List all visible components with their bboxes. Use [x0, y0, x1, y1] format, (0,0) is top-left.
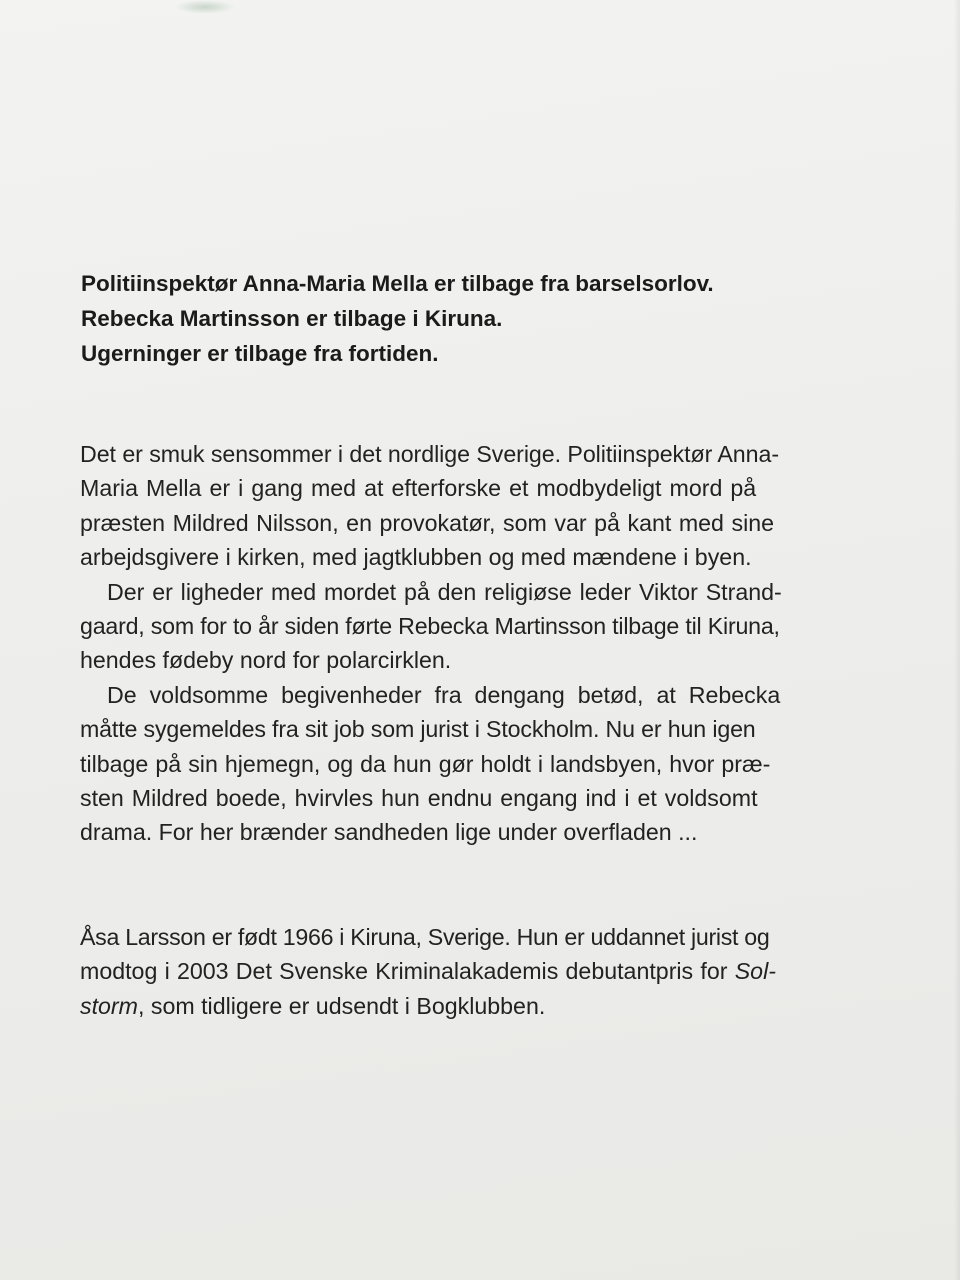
page-edge-shadow	[954, 0, 960, 1280]
text-line	[80, 954, 910, 988]
text-line: hendes fødeby nord for polarcirklen.	[80, 647, 452, 674]
text-line: Der er ligheder med mordet på den religiøse leder Viktor Strand-	[107, 578, 782, 605]
bio-text: modtog i 2003 Det Svenske Kriminalakademis debutantpris for	[80, 958, 735, 985]
cover-smudge	[175, 0, 235, 14]
text-line: Maria Mella er i gang med at efterforske et modbydeligt mord på	[80, 475, 757, 502]
paragraph-1	[80, 437, 910, 575]
text-line: måtte sygemeldes fra sit job som jurist i Stockholm. Nu er hun igen	[80, 716, 756, 743]
text-line: præsten Mildred Nilsson, en provokatør, som var på kant med sine	[80, 509, 775, 536]
text-line: arbejdsgivere i kirken, med jagtklubben og med mændene i byen.	[80, 544, 752, 571]
text-line: tilbage på sin hjemegn, og da hun gør holdt i landsbyen, hvor præ-	[80, 750, 771, 777]
blurb-headline	[81, 266, 921, 371]
bio-text: , som tidligere er udsendt i Bogklubben.	[137, 992, 546, 1019]
author-bio	[80, 920, 910, 1023]
book-title-part: Sol-	[734, 958, 776, 985]
book-title-part: storm	[80, 992, 138, 1019]
text-line	[80, 989, 910, 1023]
text-line: De voldsomme begivenheder fra dengang betød, at Rebecka	[107, 681, 781, 708]
paragraph-3	[80, 678, 910, 850]
paragraph-2	[80, 575, 910, 678]
text-line: Det er smuk sensommer i det nordlige Sverige. Politiinspektør Anna-	[80, 441, 780, 467]
text-line: drama. For her brænder sandheden lige under overfladen ...	[80, 819, 698, 846]
text-line: gaard, som for to år siden førte Rebecka Martinsson tilbage til Kiruna,	[80, 613, 780, 640]
headline-line: Rebecka Martinsson er tilbage i Kiruna.	[81, 306, 503, 331]
blurb-body	[80, 437, 910, 850]
headline-line: Ugerninger er tilbage fra fortiden.	[81, 341, 439, 366]
text-line: Åsa Larsson er født 1966 i Kiruna, Sverige. Hun er uddannet jurist og	[80, 924, 770, 950]
headline-line: Politiinspektør Anna-Maria Mella er tilbage fra barselsorlov.	[81, 271, 714, 296]
text-line: sten Mildred boede, hvirvles hun endnu engang ind i et voldsomt	[80, 785, 758, 812]
